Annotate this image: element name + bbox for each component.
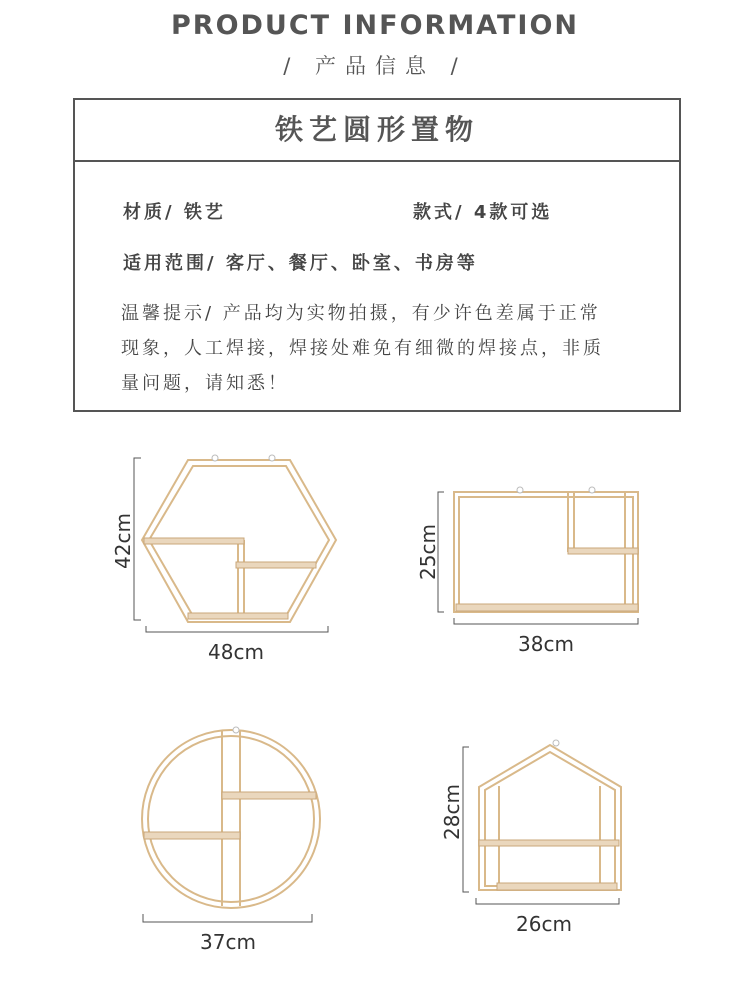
- round-width-label: 37cm: [200, 930, 256, 954]
- product-name: 铁艺圆形置物: [75, 100, 679, 162]
- house-height-label: 28cm: [439, 784, 464, 840]
- page-title-en: PRODUCT INFORMATION: [170, 10, 579, 41]
- hexagon-width-label: 48cm: [208, 640, 264, 664]
- hexagon-height-label: 42cm: [110, 513, 135, 569]
- house-width-label: 26cm: [516, 912, 572, 936]
- note-line: 量问题，请知悉！: [121, 373, 289, 394]
- house-dimension-lines: [463, 747, 619, 904]
- house-hooks: [553, 740, 559, 746]
- rectangle-width-label: 38cm: [518, 632, 574, 656]
- material-spec: 材质/ 铁艺: [123, 202, 226, 223]
- house-frame: [479, 745, 621, 890]
- note-line: 现象，人工焊接，焊接处难免有细微的焊接点，非质: [121, 338, 604, 359]
- note-line: 温馨提示/ 产品均为实物拍摄，有少许色差属于正常: [121, 303, 601, 324]
- usage-spec: 适用范围/ 客厅、餐厅、卧室、书房等: [123, 253, 478, 274]
- page-title-cn: / 产品信息 /: [283, 54, 467, 78]
- style-spec: 款式/ 4款可选: [413, 202, 553, 223]
- rectangle-height-label: 25cm: [415, 524, 440, 580]
